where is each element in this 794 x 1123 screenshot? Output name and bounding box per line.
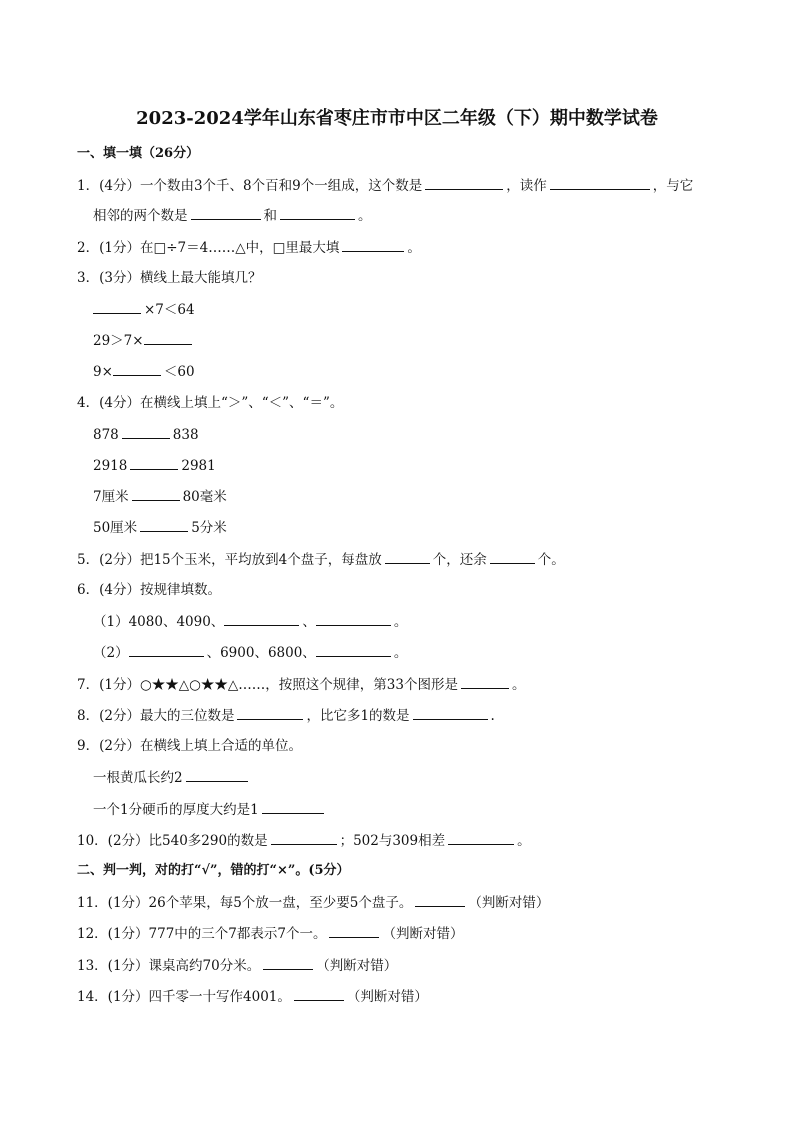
q11-text-2: （判断对错） bbox=[468, 895, 550, 911]
question-12 bbox=[77, 924, 463, 943]
q11-text: 11．(1分）26个苹果，每5个放一盘，至少要5个盘子。 bbox=[77, 895, 413, 911]
q3-blank-1[interactable] bbox=[93, 300, 141, 314]
q4-line-3 bbox=[93, 487, 227, 506]
q6-text-2b: 、6900、6800、 bbox=[206, 645, 316, 661]
q9-line-1 bbox=[93, 768, 251, 787]
q4-blank-4[interactable] bbox=[140, 518, 188, 532]
q2-text: 2．(1分）在□÷7＝4……△中，□里最大填 bbox=[77, 240, 340, 256]
page-title: 2023-2024学年山东省枣庄市市中区二年级（下）期中数学试卷 bbox=[136, 108, 658, 129]
q13-text-2: （判断对错） bbox=[316, 958, 398, 974]
q3-text-3: 9× bbox=[93, 364, 113, 380]
q6-text-2c: 。 bbox=[393, 645, 408, 661]
question-2 bbox=[77, 238, 421, 257]
q4-line-1 bbox=[93, 425, 199, 444]
q5-text: 5．(2分）把15个玉米，平均放到4个盘子，每盘放 bbox=[77, 552, 382, 568]
q7-text: 7．(1分）○★★△○★★△……，按照这个规律，第33个图形是 bbox=[77, 677, 458, 693]
q8-text-3: . bbox=[490, 708, 495, 724]
section-header-fill: 一、填一填（26分） bbox=[77, 146, 200, 161]
q4-blank-3[interactable] bbox=[132, 487, 180, 501]
q1-blank-next[interactable] bbox=[280, 206, 355, 220]
q4-text-1a: 878 bbox=[93, 427, 119, 443]
q5-text-2: 个，还余 bbox=[432, 552, 487, 568]
q14-text-2: （判断对错） bbox=[346, 989, 428, 1005]
q9-text-1: 一根黄瓜长约2 bbox=[93, 770, 183, 786]
q6-blank-4[interactable] bbox=[316, 643, 391, 657]
q6-text-1b: 、 bbox=[302, 614, 316, 630]
q14-blank[interactable] bbox=[294, 987, 344, 1001]
question-1 bbox=[77, 176, 693, 195]
q9-blank-2[interactable] bbox=[262, 800, 324, 814]
question-8 bbox=[77, 706, 495, 725]
q6-text-1c: 。 bbox=[393, 614, 408, 630]
q6-blank-3[interactable] bbox=[129, 643, 204, 657]
question-1-cont bbox=[93, 206, 372, 225]
q10-blank-1[interactable] bbox=[271, 831, 337, 845]
q10-blank-2[interactable] bbox=[448, 831, 514, 845]
q10-text-3: 。 bbox=[517, 833, 531, 849]
q5-text-3: 个。 bbox=[537, 552, 565, 568]
q11-blank[interactable] bbox=[415, 893, 465, 907]
q12-text-2: （判断对错） bbox=[382, 926, 464, 942]
question-10 bbox=[77, 831, 531, 850]
question-7 bbox=[77, 675, 525, 694]
q3-blank-2[interactable] bbox=[144, 331, 192, 345]
q1-text-5: 和 bbox=[263, 208, 277, 224]
q5-blank-1[interactable] bbox=[385, 550, 430, 564]
question-4: 4．(4分）在横线上填上“＞”、“＜”、“＝”。 bbox=[77, 395, 344, 411]
q10-text: 10．(2分）比540多290的数是 bbox=[77, 833, 268, 849]
q4-text-4a: 50厘米 bbox=[93, 520, 138, 536]
q4-text-3b: 80毫米 bbox=[182, 489, 227, 505]
q6-blank-2[interactable] bbox=[316, 612, 391, 626]
q2-blank[interactable] bbox=[342, 238, 404, 252]
q1-text: 1．(4分）一个数由3个千、8个百和9个一组成，这个数是 bbox=[77, 178, 423, 194]
q4-text-1b: 838 bbox=[172, 427, 199, 443]
q3-text-1: ×7＜64 bbox=[144, 302, 195, 318]
question-6: 6．(4分）按规律填数。 bbox=[77, 582, 221, 598]
q1-blank-reading[interactable] bbox=[550, 176, 650, 190]
q9-line-2 bbox=[93, 800, 327, 819]
q12-blank[interactable] bbox=[329, 924, 379, 938]
q3-line-2 bbox=[93, 331, 195, 350]
q4-text-3a: 7厘米 bbox=[93, 489, 129, 505]
q6-text-2a: （2） bbox=[93, 645, 129, 661]
question-3: 3．(3分）横线上最大能填几？ bbox=[77, 270, 262, 286]
q1-text-3: ，与它 bbox=[652, 178, 694, 194]
q4-text-4b: 5分米 bbox=[191, 520, 227, 536]
q8-text-2: ，比它多1的数是 bbox=[306, 708, 410, 724]
q6-blank-1[interactable] bbox=[224, 612, 299, 626]
question-13 bbox=[77, 956, 397, 975]
q1-text-6: 。 bbox=[358, 208, 372, 224]
q4-line-4 bbox=[93, 518, 227, 537]
q6-line-2 bbox=[93, 643, 407, 662]
q1-text-2: ，读作 bbox=[506, 178, 547, 194]
q3-line-1 bbox=[93, 300, 195, 319]
question-9: 9．(2分）在横线上填上合适的单位。 bbox=[77, 738, 302, 754]
q14-text: 14．(1分）四千零一十写作4001。 bbox=[77, 989, 291, 1005]
q4-line-2 bbox=[93, 456, 216, 475]
question-5 bbox=[77, 550, 565, 569]
q5-blank-2[interactable] bbox=[490, 550, 535, 564]
q6-text-1a: （1）4080、4090、 bbox=[93, 614, 225, 630]
question-11 bbox=[77, 893, 549, 912]
q3-text-4: ＜60 bbox=[163, 364, 195, 380]
q4-blank-2[interactable] bbox=[130, 456, 178, 470]
q4-text-2a: 2918 bbox=[93, 458, 128, 474]
q1-text-4: 相邻的两个数是 bbox=[93, 208, 188, 224]
q1-blank-prev[interactable] bbox=[191, 206, 261, 220]
section-header-judge: 二、判一判，对的打“√”，错的打“×”。(5分） bbox=[77, 863, 350, 878]
q3-text-2: 29＞7× bbox=[93, 333, 144, 349]
q7-text-2: 。 bbox=[511, 677, 526, 693]
q7-blank[interactable] bbox=[461, 675, 509, 689]
q3-blank-3[interactable] bbox=[113, 362, 161, 376]
q8-blank-1[interactable] bbox=[237, 706, 303, 720]
q13-blank[interactable] bbox=[263, 956, 313, 970]
question-14 bbox=[77, 987, 428, 1006]
q10-text-2: ；502与309相差 bbox=[339, 833, 446, 849]
q1-blank-number[interactable] bbox=[425, 176, 503, 190]
q4-blank-1[interactable] bbox=[122, 425, 170, 439]
q6-line-1 bbox=[93, 612, 407, 631]
q8-blank-2[interactable] bbox=[413, 706, 488, 720]
q4-text-2b: 2981 bbox=[181, 458, 216, 474]
q9-blank-1[interactable] bbox=[186, 768, 248, 782]
q9-text-2: 一个1分硬币的厚度大约是1 bbox=[93, 802, 259, 818]
q13-text: 13．(1分）课桌高约70分米。 bbox=[77, 958, 261, 974]
q2-text-2: 。 bbox=[407, 240, 421, 256]
q3-line-3 bbox=[93, 362, 195, 381]
q12-text: 12．(1分）777中的三个7都表示7个一。 bbox=[77, 926, 327, 942]
q8-text: 8．(2分）最大的三位数是 bbox=[77, 708, 235, 724]
